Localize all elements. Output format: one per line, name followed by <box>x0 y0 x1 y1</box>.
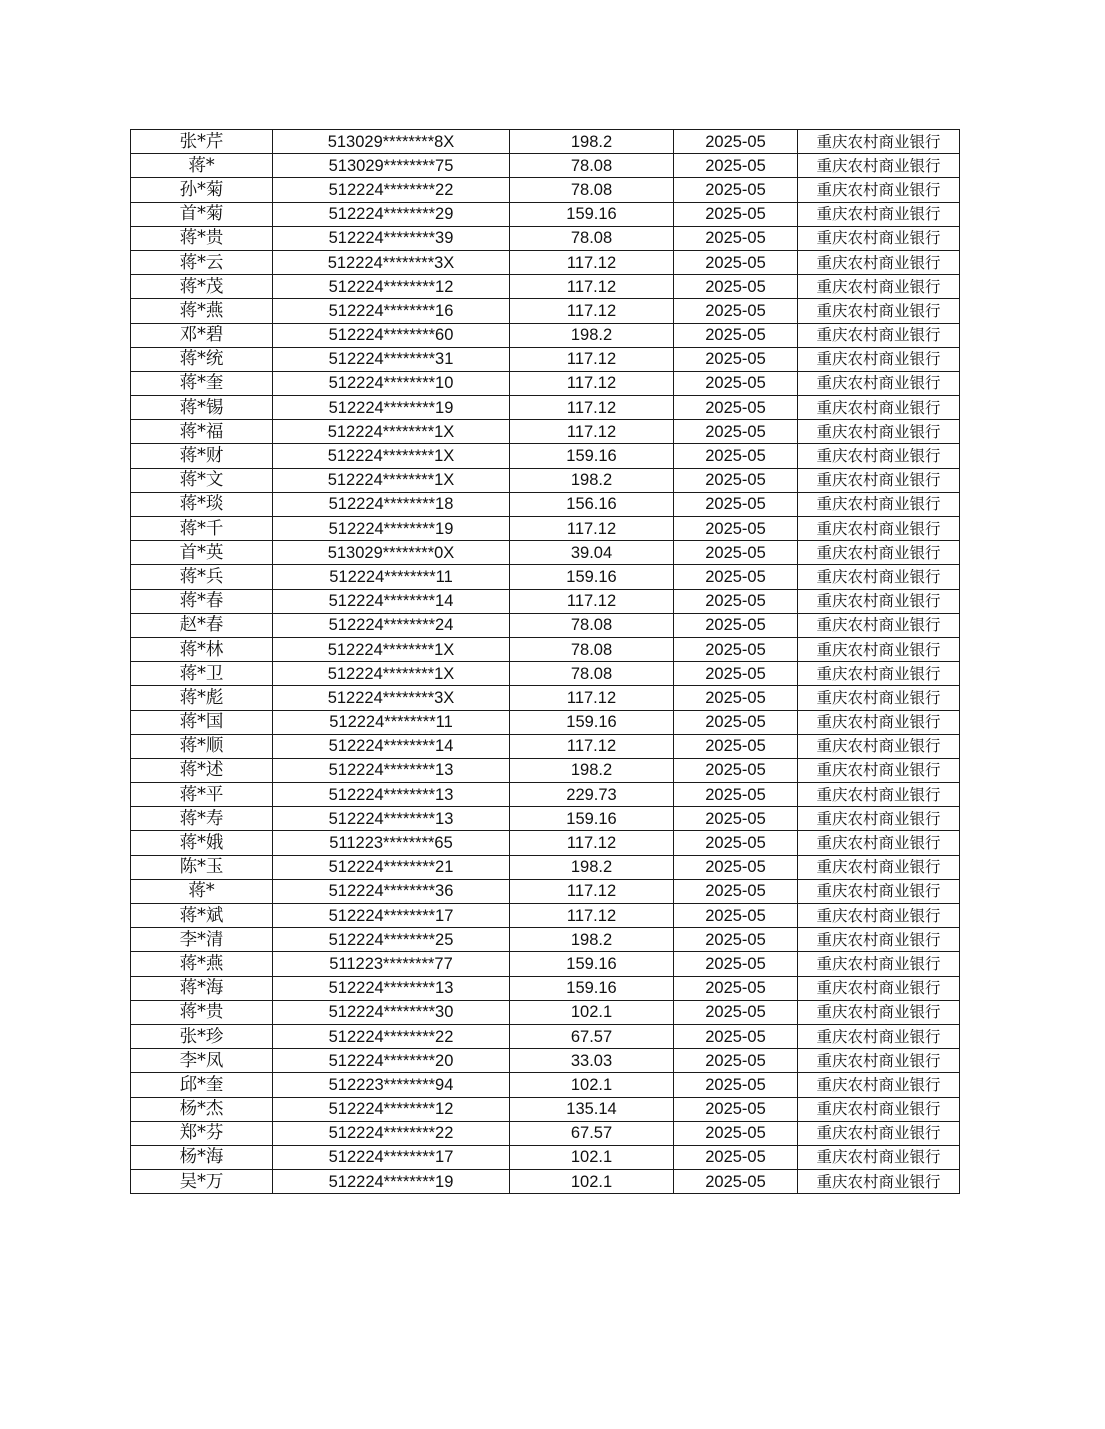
amount-cell: 102.1 <box>510 1170 674 1194</box>
amount-cell: 117.12 <box>510 879 674 903</box>
name-cell: 蒋*锡 <box>131 396 273 420</box>
bank-cell: 重庆农村商业银行 <box>798 130 960 154</box>
amount-cell: 78.08 <box>510 662 674 686</box>
bank-cell: 重庆农村商业银行 <box>798 976 960 1000</box>
period-cell: 2025-05 <box>674 396 798 420</box>
period-cell: 2025-05 <box>674 807 798 831</box>
bank-cell: 重庆农村商业银行 <box>798 613 960 637</box>
table-row <box>131 952 960 976</box>
amount-cell: 78.08 <box>510 613 674 637</box>
period-cell: 2025-05 <box>674 250 798 274</box>
id-number-cell: 512224********1X <box>273 444 510 468</box>
amount-cell: 198.2 <box>510 855 674 879</box>
name-cell: 蒋*顺 <box>131 734 273 758</box>
table-row <box>131 202 960 226</box>
period-cell: 2025-05 <box>674 517 798 541</box>
period-cell: 2025-05 <box>674 444 798 468</box>
period-cell: 2025-05 <box>674 1170 798 1194</box>
period-cell: 2025-05 <box>674 734 798 758</box>
name-cell: 蒋*娥 <box>131 831 273 855</box>
amount-cell: 117.12 <box>510 250 674 274</box>
table-row <box>131 1145 960 1169</box>
period-cell: 2025-05 <box>674 879 798 903</box>
table-body <box>131 130 960 1194</box>
period-cell: 2025-05 <box>674 492 798 516</box>
name-cell: 首*菊 <box>131 202 273 226</box>
amount-cell: 117.12 <box>510 734 674 758</box>
amount-cell: 67.57 <box>510 1024 674 1048</box>
name-cell: 孙*菊 <box>131 178 273 202</box>
amount-cell: 39.04 <box>510 541 674 565</box>
amount-cell: 159.16 <box>510 202 674 226</box>
bank-cell: 重庆农村商业银行 <box>798 1000 960 1024</box>
table-row <box>131 807 960 831</box>
amount-cell: 117.12 <box>510 686 674 710</box>
id-number-cell: 511223********77 <box>273 952 510 976</box>
id-number-cell: 512224********1X <box>273 637 510 661</box>
id-number-cell: 512224********60 <box>273 323 510 347</box>
name-cell: 蒋*林 <box>131 637 273 661</box>
id-number-cell: 512224********1X <box>273 420 510 444</box>
period-cell: 2025-05 <box>674 662 798 686</box>
amount-cell: 117.12 <box>510 347 674 371</box>
bank-cell: 重庆农村商业银行 <box>798 1121 960 1145</box>
id-number-cell: 512224********19 <box>273 396 510 420</box>
period-cell: 2025-05 <box>674 1145 798 1169</box>
table-row <box>131 178 960 202</box>
bank-cell: 重庆农村商业银行 <box>798 637 960 661</box>
table-row <box>131 1049 960 1073</box>
id-number-cell: 512224********16 <box>273 299 510 323</box>
table-row <box>131 250 960 274</box>
bank-cell: 重庆农村商业银行 <box>798 323 960 347</box>
name-cell: 杨*海 <box>131 1145 273 1169</box>
id-number-cell: 512224********1X <box>273 468 510 492</box>
id-number-cell: 512224********31 <box>273 347 510 371</box>
id-number-cell: 512224********22 <box>273 1121 510 1145</box>
name-cell: 陈*玉 <box>131 855 273 879</box>
table-row <box>131 517 960 541</box>
period-cell: 2025-05 <box>674 686 798 710</box>
period-cell: 2025-05 <box>674 1073 798 1097</box>
name-cell: 蒋*贵 <box>131 226 273 250</box>
name-cell: 蒋*斌 <box>131 904 273 928</box>
period-cell: 2025-05 <box>674 178 798 202</box>
id-number-cell: 511223********65 <box>273 831 510 855</box>
amount-cell: 117.12 <box>510 396 674 420</box>
period-cell: 2025-05 <box>674 637 798 661</box>
id-number-cell: 513029********0X <box>273 541 510 565</box>
amount-cell: 135.14 <box>510 1097 674 1121</box>
bank-cell: 重庆农村商业银行 <box>798 1049 960 1073</box>
amount-cell: 117.12 <box>510 299 674 323</box>
table-row <box>131 444 960 468</box>
table-row <box>131 541 960 565</box>
amount-cell: 117.12 <box>510 275 674 299</box>
bank-cell: 重庆农村商业银行 <box>798 154 960 178</box>
amount-cell: 156.16 <box>510 492 674 516</box>
name-cell: 蒋*贵 <box>131 1000 273 1024</box>
name-cell: 李*清 <box>131 928 273 952</box>
id-number-cell: 512224********29 <box>273 202 510 226</box>
amount-cell: 78.08 <box>510 637 674 661</box>
id-number-cell: 513029********8X <box>273 130 510 154</box>
id-number-cell: 512224********3X <box>273 686 510 710</box>
name-cell: 蒋*茂 <box>131 275 273 299</box>
name-cell: 杨*杰 <box>131 1097 273 1121</box>
table-row <box>131 855 960 879</box>
bank-cell: 重庆农村商业银行 <box>798 178 960 202</box>
amount-cell: 229.73 <box>510 783 674 807</box>
id-number-cell: 512224********19 <box>273 517 510 541</box>
period-cell: 2025-05 <box>674 541 798 565</box>
table-row <box>131 976 960 1000</box>
period-cell: 2025-05 <box>674 976 798 1000</box>
id-number-cell: 512223********94 <box>273 1073 510 1097</box>
table-row <box>131 154 960 178</box>
name-cell: 蒋* <box>131 154 273 178</box>
period-cell: 2025-05 <box>674 299 798 323</box>
period-cell: 2025-05 <box>674 1049 798 1073</box>
amount-cell: 198.2 <box>510 130 674 154</box>
period-cell: 2025-05 <box>674 154 798 178</box>
period-cell: 2025-05 <box>674 613 798 637</box>
id-number-cell: 512224********11 <box>273 565 510 589</box>
table-row <box>131 275 960 299</box>
id-number-cell: 512224********17 <box>273 904 510 928</box>
amount-cell: 159.16 <box>510 807 674 831</box>
bank-cell: 重庆农村商业银行 <box>798 879 960 903</box>
name-cell: 蒋*述 <box>131 758 273 782</box>
bank-cell: 重庆农村商业银行 <box>798 952 960 976</box>
id-number-cell: 512224********19 <box>273 1170 510 1194</box>
table-row <box>131 662 960 686</box>
id-number-cell: 512224********25 <box>273 928 510 952</box>
amount-cell: 117.12 <box>510 904 674 928</box>
name-cell: 蒋*统 <box>131 347 273 371</box>
amount-cell: 117.12 <box>510 517 674 541</box>
amount-cell: 102.1 <box>510 1000 674 1024</box>
amount-cell: 117.12 <box>510 831 674 855</box>
period-cell: 2025-05 <box>674 202 798 226</box>
id-number-cell: 512224********11 <box>273 710 510 734</box>
bank-cell: 重庆农村商业银行 <box>798 758 960 782</box>
period-cell: 2025-05 <box>674 952 798 976</box>
table-row <box>131 1073 960 1097</box>
table-row <box>131 130 960 154</box>
period-cell: 2025-05 <box>674 347 798 371</box>
period-cell: 2025-05 <box>674 1121 798 1145</box>
table-row <box>131 710 960 734</box>
id-number-cell: 512224********18 <box>273 492 510 516</box>
bank-cell: 重庆农村商业银行 <box>798 589 960 613</box>
amount-cell: 102.1 <box>510 1145 674 1169</box>
name-cell: 张*珍 <box>131 1024 273 1048</box>
amount-cell: 78.08 <box>510 154 674 178</box>
table-row <box>131 589 960 613</box>
bank-cell: 重庆农村商业银行 <box>798 734 960 758</box>
period-cell: 2025-05 <box>674 371 798 395</box>
amount-cell: 159.16 <box>510 952 674 976</box>
name-cell: 蒋*平 <box>131 783 273 807</box>
bank-cell: 重庆农村商业银行 <box>798 396 960 420</box>
name-cell: 吴*万 <box>131 1170 273 1194</box>
id-number-cell: 512224********13 <box>273 807 510 831</box>
bank-cell: 重庆农村商业银行 <box>798 710 960 734</box>
amount-cell: 117.12 <box>510 420 674 444</box>
period-cell: 2025-05 <box>674 420 798 444</box>
name-cell: 首*英 <box>131 541 273 565</box>
table-row <box>131 396 960 420</box>
id-number-cell: 512224********24 <box>273 613 510 637</box>
name-cell: 蒋*寿 <box>131 807 273 831</box>
bank-cell: 重庆农村商业银行 <box>798 517 960 541</box>
name-cell: 蒋* <box>131 879 273 903</box>
period-cell: 2025-05 <box>674 226 798 250</box>
id-number-cell: 512224********20 <box>273 1049 510 1073</box>
id-number-cell: 512224********13 <box>273 758 510 782</box>
name-cell: 赵*春 <box>131 613 273 637</box>
name-cell: 蒋*彪 <box>131 686 273 710</box>
name-cell: 蒋*燕 <box>131 952 273 976</box>
bank-cell: 重庆农村商业银行 <box>798 1145 960 1169</box>
data-table <box>130 129 960 1194</box>
period-cell: 2025-05 <box>674 468 798 492</box>
id-number-cell: 512224********22 <box>273 178 510 202</box>
table-row <box>131 904 960 928</box>
period-cell: 2025-05 <box>674 710 798 734</box>
period-cell: 2025-05 <box>674 275 798 299</box>
bank-cell: 重庆农村商业银行 <box>798 1024 960 1048</box>
table-row <box>131 468 960 492</box>
id-number-cell: 512224********22 <box>273 1024 510 1048</box>
name-cell: 张*芹 <box>131 130 273 154</box>
bank-cell: 重庆农村商业银行 <box>798 420 960 444</box>
amount-cell: 198.2 <box>510 468 674 492</box>
table-row <box>131 734 960 758</box>
period-cell: 2025-05 <box>674 589 798 613</box>
name-cell: 蒋*国 <box>131 710 273 734</box>
table-row <box>131 1170 960 1194</box>
name-cell: 蒋*琰 <box>131 492 273 516</box>
table-row <box>131 758 960 782</box>
bank-cell: 重庆农村商业银行 <box>798 855 960 879</box>
id-number-cell: 512224********30 <box>273 1000 510 1024</box>
name-cell: 蒋*兵 <box>131 565 273 589</box>
table-row <box>131 831 960 855</box>
id-number-cell: 512224********13 <box>273 976 510 1000</box>
amount-cell: 159.16 <box>510 976 674 1000</box>
name-cell: 蒋*卫 <box>131 662 273 686</box>
table-row <box>131 226 960 250</box>
id-number-cell: 512224********12 <box>273 1097 510 1121</box>
table-row <box>131 565 960 589</box>
bank-cell: 重庆农村商业银行 <box>798 783 960 807</box>
id-number-cell: 512224********10 <box>273 371 510 395</box>
table-row <box>131 420 960 444</box>
period-cell: 2025-05 <box>674 855 798 879</box>
bank-cell: 重庆农村商业银行 <box>798 1097 960 1121</box>
name-cell: 蒋*文 <box>131 468 273 492</box>
table-row <box>131 637 960 661</box>
bank-cell: 重庆农村商业银行 <box>798 347 960 371</box>
amount-cell: 78.08 <box>510 226 674 250</box>
id-number-cell: 512224********3X <box>273 250 510 274</box>
period-cell: 2025-05 <box>674 1000 798 1024</box>
period-cell: 2025-05 <box>674 831 798 855</box>
table-row <box>131 613 960 637</box>
name-cell: 蒋*海 <box>131 976 273 1000</box>
id-number-cell: 513029********75 <box>273 154 510 178</box>
period-cell: 2025-05 <box>674 928 798 952</box>
bank-cell: 重庆农村商业银行 <box>798 541 960 565</box>
id-number-cell: 512224********39 <box>273 226 510 250</box>
table-row <box>131 1000 960 1024</box>
period-cell: 2025-05 <box>674 783 798 807</box>
bank-cell: 重庆农村商业银行 <box>798 928 960 952</box>
table-row <box>131 492 960 516</box>
name-cell: 蒋*奎 <box>131 371 273 395</box>
id-number-cell: 512224********1X <box>273 662 510 686</box>
table-row <box>131 371 960 395</box>
table-row <box>131 1024 960 1048</box>
period-cell: 2025-05 <box>674 565 798 589</box>
id-number-cell: 512224********14 <box>273 589 510 613</box>
amount-cell: 198.2 <box>510 758 674 782</box>
amount-cell: 159.16 <box>510 444 674 468</box>
amount-cell: 67.57 <box>510 1121 674 1145</box>
bank-cell: 重庆农村商业银行 <box>798 807 960 831</box>
id-number-cell: 512224********14 <box>273 734 510 758</box>
bank-cell: 重庆农村商业银行 <box>798 662 960 686</box>
amount-cell: 78.08 <box>510 178 674 202</box>
amount-cell: 33.03 <box>510 1049 674 1073</box>
amount-cell: 159.16 <box>510 565 674 589</box>
table-row <box>131 686 960 710</box>
bank-cell: 重庆农村商业银行 <box>798 371 960 395</box>
bank-cell: 重庆农村商业银行 <box>798 444 960 468</box>
bank-cell: 重庆农村商业银行 <box>798 202 960 226</box>
period-cell: 2025-05 <box>674 1024 798 1048</box>
name-cell: 邱*奎 <box>131 1073 273 1097</box>
id-number-cell: 512224********36 <box>273 879 510 903</box>
period-cell: 2025-05 <box>674 904 798 928</box>
id-number-cell: 512224********13 <box>273 783 510 807</box>
bank-cell: 重庆农村商业银行 <box>798 250 960 274</box>
bank-cell: 重庆农村商业银行 <box>798 565 960 589</box>
name-cell: 郑*芬 <box>131 1121 273 1145</box>
amount-cell: 117.12 <box>510 589 674 613</box>
table-row <box>131 299 960 323</box>
name-cell: 邓*碧 <box>131 323 273 347</box>
bank-cell: 重庆农村商业银行 <box>798 275 960 299</box>
name-cell: 李*凤 <box>131 1049 273 1073</box>
id-number-cell: 512224********12 <box>273 275 510 299</box>
bank-cell: 重庆农村商业银行 <box>798 492 960 516</box>
bank-cell: 重庆农村商业银行 <box>798 831 960 855</box>
period-cell: 2025-05 <box>674 130 798 154</box>
bank-cell: 重庆农村商业银行 <box>798 299 960 323</box>
id-number-cell: 512224********17 <box>273 1145 510 1169</box>
table-row <box>131 323 960 347</box>
table-row <box>131 879 960 903</box>
bank-cell: 重庆农村商业银行 <box>798 1073 960 1097</box>
table-row <box>131 347 960 371</box>
id-number-cell: 512224********21 <box>273 855 510 879</box>
name-cell: 蒋*云 <box>131 250 273 274</box>
name-cell: 蒋*财 <box>131 444 273 468</box>
table-row <box>131 783 960 807</box>
table-row <box>131 928 960 952</box>
bank-cell: 重庆农村商业银行 <box>798 686 960 710</box>
amount-cell: 198.2 <box>510 928 674 952</box>
bank-cell: 重庆农村商业银行 <box>798 468 960 492</box>
table-row <box>131 1097 960 1121</box>
bank-cell: 重庆农村商业银行 <box>798 904 960 928</box>
period-cell: 2025-05 <box>674 323 798 347</box>
name-cell: 蒋*福 <box>131 420 273 444</box>
bank-cell: 重庆农村商业银行 <box>798 226 960 250</box>
name-cell: 蒋*春 <box>131 589 273 613</box>
name-cell: 蒋*千 <box>131 517 273 541</box>
amount-cell: 117.12 <box>510 371 674 395</box>
amount-cell: 102.1 <box>510 1073 674 1097</box>
bank-cell: 重庆农村商业银行 <box>798 1170 960 1194</box>
name-cell: 蒋*燕 <box>131 299 273 323</box>
table-row <box>131 1121 960 1145</box>
period-cell: 2025-05 <box>674 1097 798 1121</box>
amount-cell: 159.16 <box>510 710 674 734</box>
amount-cell: 198.2 <box>510 323 674 347</box>
period-cell: 2025-05 <box>674 758 798 782</box>
